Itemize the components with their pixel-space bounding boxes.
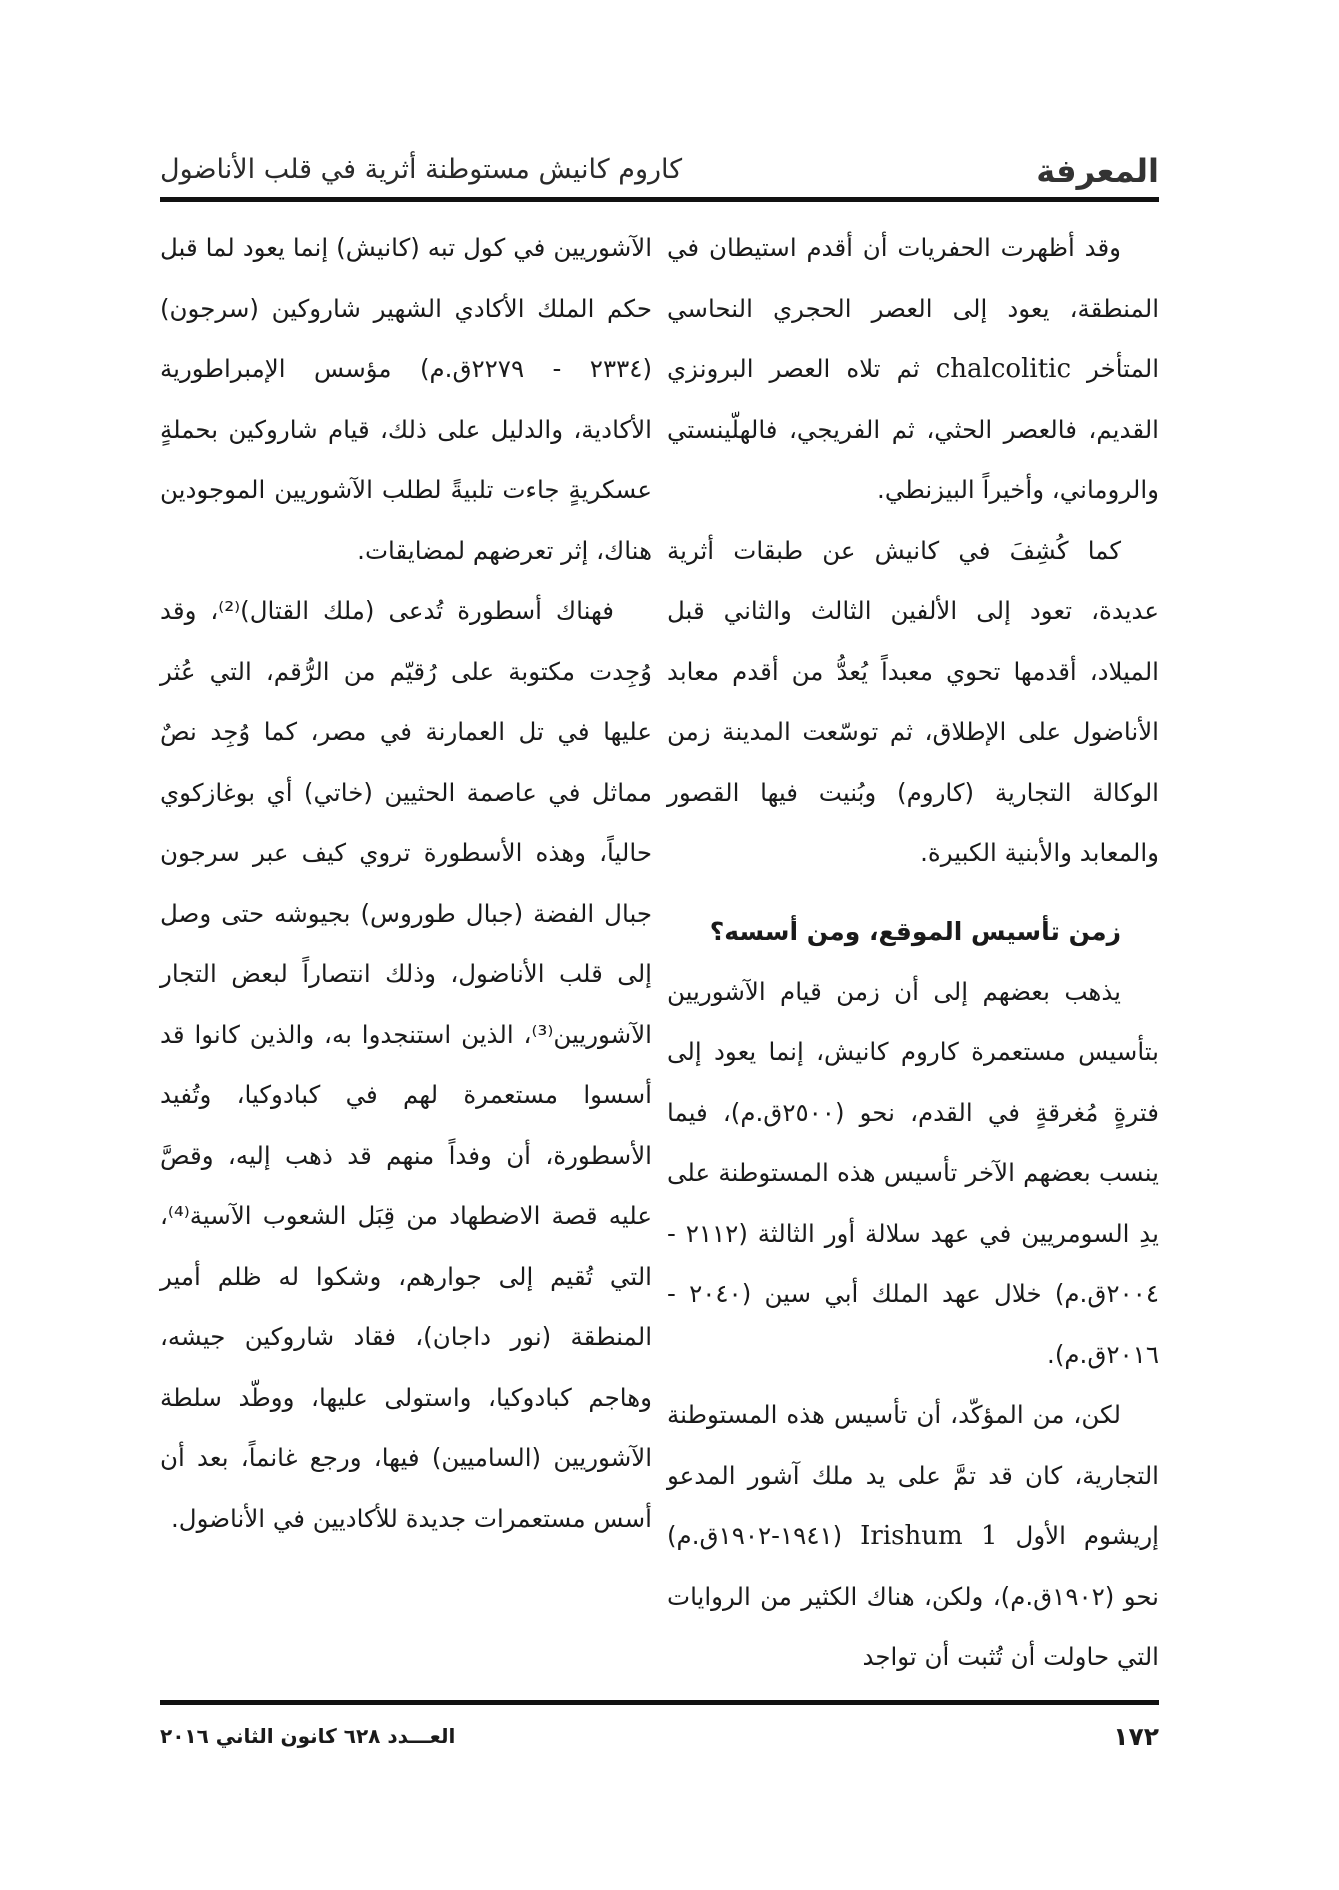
right-column: [667, 218, 1159, 1688]
paragraph-king-of-battle-legend: فهناك أسطورة تُدعى (ملك القتال)⁽²⁾، وقد وُجِدت مكتوبة على رُقيّم من الرُّقم، التي عُثر عليها في تل العمارنة في مصر، كما وُجِد نصٌ مماثل في عاصمة الحثيين (خاتي) أي بوغازكوي حالياً، وهذه الأسطورة تروي كيف عبر سرجون جبال الفضة (جبال طوروس) بجيوشه حتى وصل إلى قلب الأناضول، وذلك انتصاراً لبعض التجار الآشوريين⁽³⁾، الذين استنجدوا به، والذين كانوا قد أسسوا مستعمرة لهم في كبادوكيا، وتُفيد الأسطورة، أن وفداً منهم قد ذهب إليه، وقصَّ عليه قصة الاضطهاد من قِبَل الشعوب الآسية⁽⁴⁾، التي تُقيم إلى جوارهم، وشكوا له ظلم أمير المنطقة (نور داجان)، فقاد شاروكين جيشه، وهاجم كبادوكيا، واستولى عليها، ووطّد سلطة الآشوريين (الساميين) فيها، ورجع غانماً، بعد أن أسس مستعمرات جديدة للأكاديين في الأناضول.: [160, 596, 652, 1533]
issue-info: العـــدد ٦٢٨ كانون الثاني ٢٠١٦: [160, 1724, 456, 1748]
running-title: كاروم كانيش مستوطنة أثرية في قلب الأناضول: [160, 154, 683, 185]
page-header: [160, 150, 1159, 194]
footer-rule: [160, 1700, 1159, 1705]
paragraph-irishum: [667, 1385, 1159, 1688]
page-number: ١٧٢: [1113, 1722, 1159, 1751]
paragraph-settlement-history: [667, 218, 1159, 521]
page-footer: [160, 1722, 1159, 1762]
left-column: [160, 218, 652, 1549]
paragraph-text: ثم تلاه العصر البرونزي القديم، فالعصر الحثي، ثم الفريجي، فالهلّينستي والروماني، وأخيراً البيزنطي.: [667, 354, 1159, 504]
paragraph-archaeological-layers: كما كُشِفَ في كانيش عن طبقات أثرية عديدة، تعود إلى الألفين الثالث والثاني قبل الميلاد، أقدمها تحوي معبداً يُعدُّ من أقدم معابد الأناضول على الإطلاق، ثم توسّعت المدينة زمن الوكالة التجارية (كاروم) وبُنيت فيها القصور والمعابد والأبنية الكبيرة.: [667, 535, 1159, 867]
latin-term: Irishum 1: [860, 1521, 998, 1551]
paragraph-text: (١٩٤١-١٩٠٢ق.م) نحو (١٩٠٢ق.م)، ولكن، هناك الكثير من الروايات التي حاولت أن تُثبت أن تواجد: [667, 1521, 1159, 1671]
header-rule: [160, 197, 1159, 202]
paragraph-text: لكن، من المؤكّد، أن تأسيس هذه المستوطنة التجارية، كان قد تمَّ على يد ملك آشور المدعو إريشوم الأول: [667, 1400, 1159, 1550]
paragraph-sargon-campaign: الآشوريين في كول تبه (كانيش) إنما يعود لما قبل حكم الملك الأكادي الشهير شاروكين (سرجون) (٢٣٣٤ - ٢٢٧٩ق.م) مؤسس الإمبراطورية الأكادية، والدليل على ذلك، قيام شاروكين بحملةٍ عسكريةٍ جاءت تلبيةً لطلب الآشوريين الموجودين هناك، إثر تعرضهم لمضايقات.: [160, 233, 652, 565]
section-heading: زمن تأسيس الموقع، ومن أسسه؟: [709, 916, 1121, 946]
latin-term: chalcolitic: [935, 354, 1072, 384]
paragraph-text: وقد أظهرت الحفريات أن أقدم استيطان في المنطقة، يعود إلى العصر الحجري النحاسي المتأخر: [667, 233, 1160, 383]
magazine-logo: المعرفة: [1036, 152, 1159, 190]
paragraph-founding-theories: يذهب بعضهم إلى أن زمن قيام الآشوريين بتأسيس مستعمرة كاروم كانيش، إنما يعود إلى فترةٍ مُغرقةٍ في القدم، نحو (٢٥٠٠ق.م)، فيما ينسب بعضهم الآخر تأسيس هذه المستوطنة على يدِ السومريين في عهد سلالة أور الثالثة (٢١١٢ - ٢٠٠٤ق.م) خلال عهد الملك أبي سين (٢٠٤٠ - ٢٠١٦ق.م).: [667, 976, 1159, 1369]
